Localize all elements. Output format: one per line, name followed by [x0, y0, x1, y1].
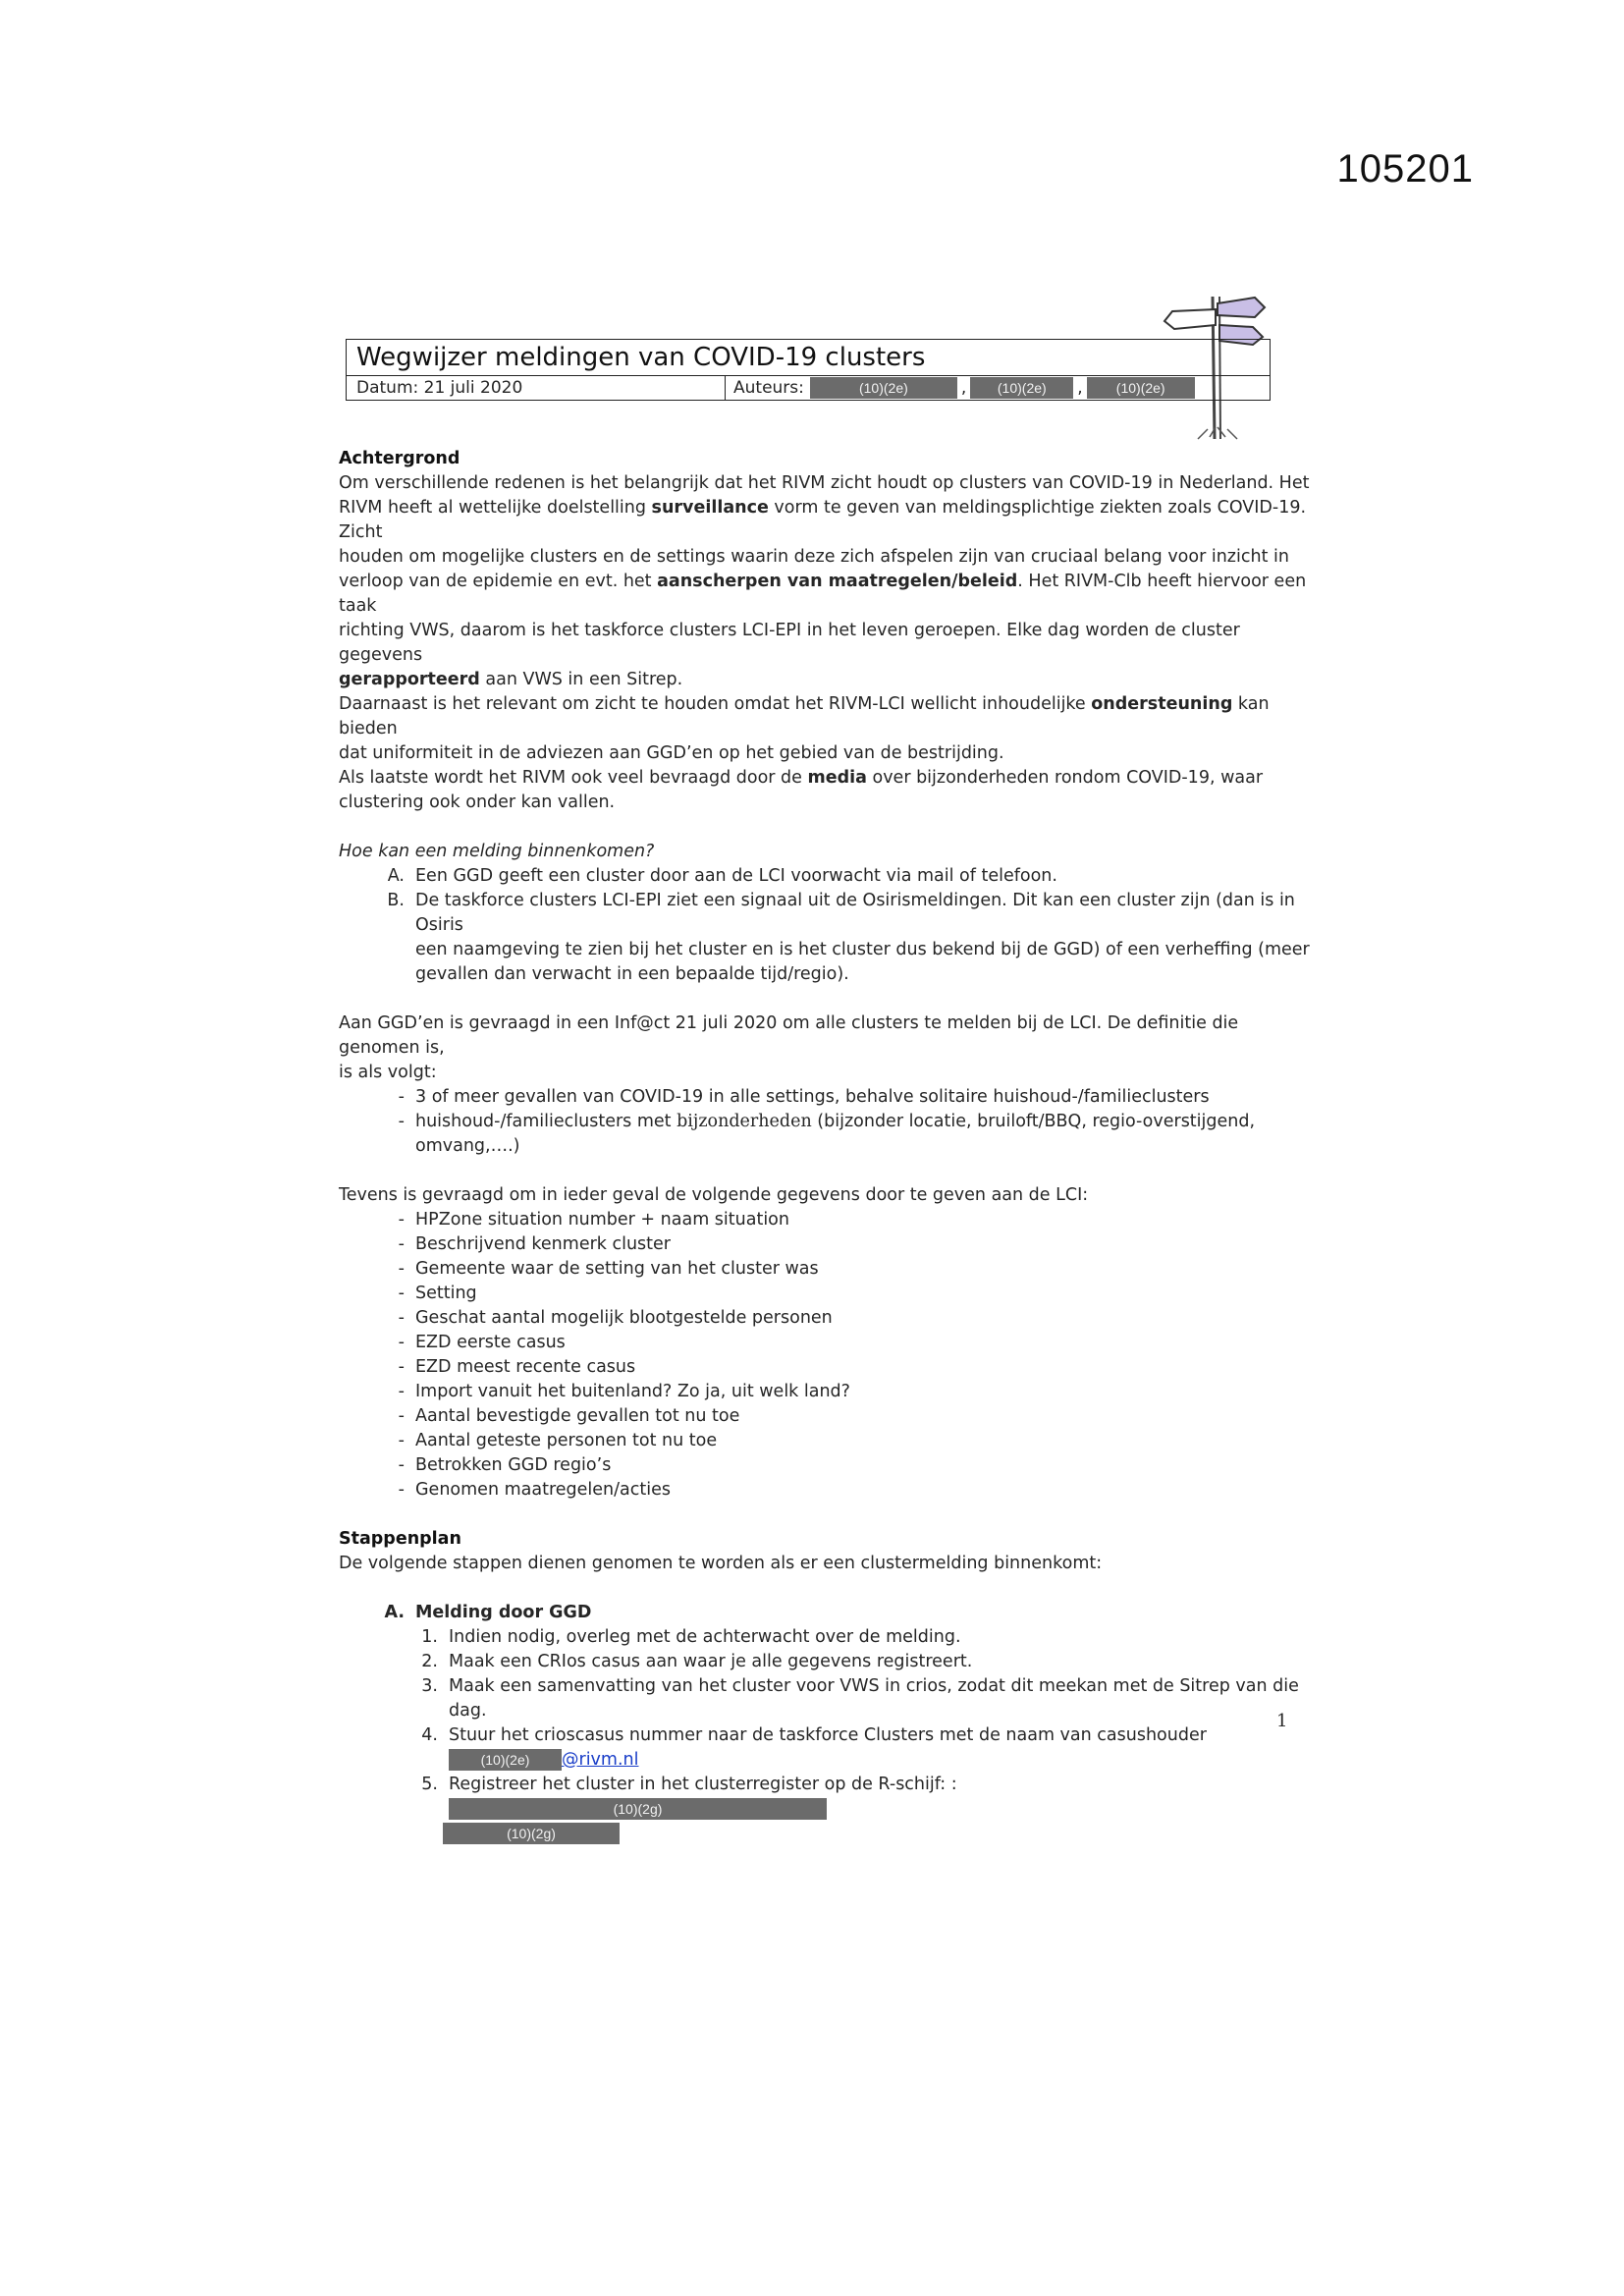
- how-item: [339, 864, 1311, 889]
- list-item-line: Import vanuit het buitenland? Zo ja, uit welk land?: [415, 1382, 850, 1401]
- list-item-line: Een GGD geeft een cluster door aan de LCI voorwacht via mail of telefoon.: [415, 866, 1057, 886]
- list-item-line: Geschat aantal mogelijk blootgestelde personen: [415, 1308, 833, 1328]
- list-item-text: [415, 1380, 850, 1404]
- list-item-line: De taskforce clusters LCI-EPI ziet een signaal uit de Osirismeldingen. Dit kan een cluster zijn (dan is in Osiris: [415, 891, 1295, 935]
- author-separator: ,: [1077, 378, 1083, 398]
- list-item-text: [415, 1404, 739, 1429]
- page-number: 1: [1276, 1711, 1288, 1731]
- list-item-line: huishoud-/familieclusters met bijzonderheden (bijzonder locatie, bruiloft/BBQ, regio-overstijgend,: [415, 1112, 1256, 1131]
- list-item-line: Beschrijvend kenmerk cluster: [415, 1234, 671, 1254]
- list-item-line: gevallen dan verwacht in een bepaalde tijd/regio).: [415, 964, 849, 984]
- list-marker: -: [398, 1333, 405, 1352]
- list-item-text: [415, 864, 1057, 889]
- list-marker: -: [398, 1087, 405, 1107]
- list-item-text: [415, 1282, 477, 1306]
- background-line: Daarnaast is het relevant om zicht te houden omdat het RIVM-LCI wellicht inhoudelijke ondersteuning kan bieden: [339, 694, 1270, 738]
- steps-list: [371, 1625, 1311, 1846]
- list-marker: 3.: [421, 1676, 438, 1696]
- document-body: [339, 447, 1311, 1846]
- plan-section-heading: [339, 1601, 1311, 1625]
- requested-item: [339, 1453, 1311, 1478]
- redacted-path: (10)(2g): [443, 1823, 620, 1844]
- list-marker: -: [398, 1406, 405, 1426]
- list-marker: -: [398, 1210, 405, 1230]
- list-marker: -: [398, 1382, 405, 1401]
- list-item-line: Maak een samenvatting van het cluster voor VWS in crios, zodat dit meekan met de Sitrep van die dag.: [449, 1676, 1299, 1721]
- list-marker: -: [398, 1259, 405, 1279]
- list-item-line: Aantal geteste personen tot nu toe: [415, 1431, 718, 1450]
- list-item-line: 3 of meer gevallen van COVID-19 in alle settings, behalve solitaire huishoud-/familieclusters: [415, 1087, 1210, 1107]
- requested-list: [339, 1208, 1311, 1503]
- redacted-author: (10)(2e): [1087, 377, 1195, 399]
- requested-item: [339, 1257, 1311, 1282]
- redacted-author: (10)(2e): [970, 377, 1073, 399]
- list-marker: 4.: [421, 1725, 438, 1745]
- requested-item: [339, 1355, 1311, 1380]
- step-item: [371, 1674, 1311, 1723]
- list-item-text: [415, 1331, 566, 1355]
- list-marker: B.: [387, 891, 405, 910]
- list-marker: -: [398, 1480, 405, 1500]
- redacted-path: (10)(2g): [449, 1798, 827, 1820]
- background-paragraph: [339, 471, 1311, 815]
- list-item-text: [415, 1085, 1210, 1110]
- list-item-text: [415, 1453, 611, 1478]
- background-line: clustering ook onder kan vallen.: [339, 793, 616, 812]
- requested-item: [339, 1282, 1311, 1306]
- list-item-line: Gemeente waar de setting van het cluster was: [415, 1259, 819, 1279]
- requested-item: [339, 1380, 1311, 1404]
- list-item-line: Indien nodig, overleg met de achterwacht over de melding.: [449, 1627, 961, 1647]
- requested-item: [339, 1478, 1311, 1503]
- redacted-name: (10)(2e): [449, 1749, 562, 1771]
- requested-item: [339, 1232, 1311, 1257]
- definition-list: [339, 1085, 1311, 1159]
- plan-intro: De volgende stappen dienen genomen te worden als er een clustermelding binnenkomt:: [339, 1554, 1103, 1573]
- list-marker: A.: [387, 866, 405, 886]
- step-item: [371, 1625, 1311, 1650]
- list-marker: -: [398, 1234, 405, 1254]
- list-item-text: [415, 1355, 635, 1380]
- list-item-line: Setting: [415, 1284, 477, 1303]
- background-line: Als laatste wordt het RIVM ook veel bevraagd door de media over bijzonderheden rondom COVID-19, waar: [339, 768, 1264, 788]
- list-item-text: [449, 1650, 972, 1674]
- step-item: [371, 1650, 1311, 1674]
- step-item: [371, 1723, 1311, 1773]
- section-label: A.: [384, 1603, 405, 1622]
- meta-row: [347, 375, 1270, 400]
- list-item-text: [449, 1773, 1311, 1846]
- list-item-text: [449, 1625, 961, 1650]
- list-marker: -: [398, 1455, 405, 1475]
- authors-field: [726, 376, 1270, 400]
- list-item-line: EZD eerste casus: [415, 1333, 566, 1352]
- how-item: [339, 889, 1311, 987]
- list-item-text: [415, 1478, 671, 1503]
- list-marker: -: [398, 1431, 405, 1450]
- requested-intro: Tevens is gevraagd om in ieder geval de volgende gegevens door te geven aan de LCI:: [339, 1185, 1089, 1205]
- list-marker: 5.: [421, 1775, 438, 1794]
- list-item-line: Betrokken GGD regio’s: [415, 1455, 612, 1475]
- list-marker: -: [398, 1357, 405, 1377]
- background-line: gerapporteerd aan VWS in een Sitrep.: [339, 670, 683, 689]
- title-box: [346, 339, 1271, 401]
- list-marker: -: [398, 1112, 405, 1131]
- requested-item: [339, 1306, 1311, 1331]
- author-separator: ,: [960, 378, 967, 398]
- list-item-line: Registreer het cluster in het clusterregister op de R-schijf: :(10)(2g): [449, 1773, 1311, 1822]
- emphasis: surveillance: [651, 498, 769, 518]
- emphasis: gerapporteerd: [339, 670, 480, 689]
- requested-item: [339, 1331, 1311, 1355]
- definition-item: [339, 1110, 1311, 1159]
- serif-text: bijzonderheden: [677, 1112, 812, 1131]
- casushouder-email: [449, 1748, 1207, 1773]
- list-item-line: Maak een CRIos casus aan waar je alle gegevens registreert.: [449, 1652, 973, 1671]
- list-item-text: [415, 1257, 819, 1282]
- list-item-text: [415, 1110, 1255, 1159]
- list-item-text: [415, 1232, 671, 1257]
- document-number: 105201: [1336, 147, 1474, 191]
- date-field: Datum: 21 juli 2020: [347, 376, 726, 400]
- section-title: Melding door GGD: [415, 1603, 592, 1622]
- list-item-line: HPZone situation number + naam situation: [415, 1210, 789, 1230]
- document-title: Wegwijzer meldingen van COVID-19 clusters: [356, 343, 926, 372]
- background-line: richting VWS, daarom is het taskforce clusters LCI-EPI in het leven geroepen. Elke dag worden de cluster gegevens: [339, 621, 1240, 665]
- definition-intro: [339, 1011, 1311, 1085]
- background-heading: Achtergrond: [339, 449, 460, 468]
- background-line: verloop van de epidemie en evt. het aanscherpen van maatregelen/beleid. Het RIVM-Clb heeft hiervoor een taak: [339, 572, 1307, 616]
- list-item-line: omvang,….): [415, 1136, 520, 1156]
- list-item-text: [415, 1208, 789, 1232]
- plan-heading: Stappenplan: [339, 1529, 461, 1549]
- list-item-line: EZD meest recente casus: [415, 1357, 636, 1377]
- background-line: dat uniformiteit in de adviezen aan GGD’en op het gebied van de bestrijding.: [339, 743, 1004, 763]
- requested-item: [339, 1404, 1311, 1429]
- emphasis: ondersteuning: [1091, 694, 1233, 714]
- list-marker: -: [398, 1284, 405, 1303]
- redacted-author: (10)(2e): [810, 377, 957, 399]
- email-link[interactable]: @rivm.nl: [562, 1750, 639, 1770]
- emphasis: media: [807, 768, 867, 788]
- list-item-text: [449, 1674, 1311, 1723]
- authors-label: Auteurs:: [733, 378, 804, 398]
- list-item-line: Genomen maatregelen/acties: [415, 1480, 671, 1500]
- list-marker: -: [398, 1308, 405, 1328]
- definition-intro-line: is als volgt:: [339, 1063, 437, 1082]
- step-item: [371, 1773, 1311, 1846]
- background-line: Om verschillende redenen is het belangrijk dat het RIVM zicht houdt op clusters van COVID-19 in Nederland. Het: [339, 473, 1310, 493]
- list-item-text: [415, 889, 1311, 987]
- list-marker: 2.: [421, 1652, 438, 1671]
- list-item-line: Stuur het crioscasus nummer naar de taskforce Clusters met de naam van casushouder: [449, 1725, 1207, 1745]
- background-line: RIVM heeft al wettelijke doelstelling surveillance vorm te geven van meldingsplichtige ziekten zoals COVID-19. Zicht: [339, 498, 1307, 542]
- definition-item: [339, 1085, 1311, 1110]
- how-list: [339, 864, 1311, 987]
- list-item-line: een naamgeving te zien bij het cluster en is het cluster dus bekend bij de GGD) of een verheffing (meer: [415, 940, 1310, 959]
- emphasis: aanscherpen van maatregelen/beleid: [657, 572, 1018, 591]
- list-item-text: [449, 1723, 1207, 1773]
- list-marker: 1.: [421, 1627, 438, 1647]
- definition-intro-line: Aan GGD’en is gevraagd in een Inf@ct 21 juli 2020 om alle clusters te melden bij de LCI. De definitie die genomen is,: [339, 1013, 1239, 1058]
- list-item-text: [415, 1429, 717, 1453]
- requested-item: [339, 1429, 1311, 1453]
- redacted-path-continued: [443, 1822, 1311, 1846]
- list-item-line: Aantal bevestigde gevallen tot nu toe: [415, 1406, 740, 1426]
- requested-item: [339, 1208, 1311, 1232]
- list-item-text: [415, 1306, 833, 1331]
- how-question: Hoe kan een melding binnenkomen?: [339, 842, 655, 861]
- background-line: houden om mogelijke clusters en de settings waarin deze zich afspelen zijn van cruciaal belang voor inzicht in: [339, 547, 1289, 567]
